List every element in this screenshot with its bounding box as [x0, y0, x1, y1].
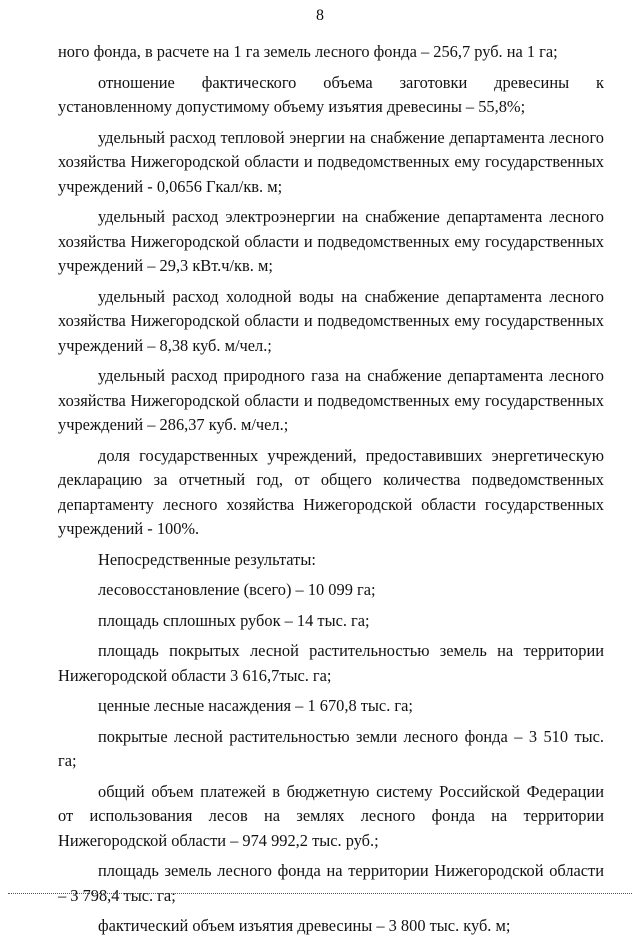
paragraph-valuable-plantations: ценные лесные насаждения – 1 670,8 тыс. га; [98, 696, 413, 715]
page-bottom-divider [8, 893, 632, 894]
paragraph-harvest-ratio: отношение фактического объема заготовки древесины к установленному допустимому объему изъятия древесины – 55,8%; [58, 72, 604, 116]
paragraph-clear-cutting-area: площадь сплошных рубок – 14 тыс. га; [98, 610, 370, 630]
paragraph-land-fund-cost: ного фонда, в расчете на 1 га земель лесного фонда – 256,7 руб. на 1 га; [58, 42, 558, 61]
paragraph-electricity-consumption: удельный расход электроэнергии на снабжение департамента лесного хозяйства Нижегородской области и подведомственных ему государственных учреждений – 29,3 кВт.ч/кв. м; [58, 207, 604, 275]
paragraph-timber-withdrawal: фактический объем изъятия древесины – 3 800 тыс. куб. м; [98, 916, 511, 935]
document-body [58, 40, 604, 945]
paragraph-direct-results-heading: Непосредственные результаты: [98, 549, 316, 569]
paragraph-reforestation: лесовосстановление (всего) – 10 099 га; [98, 580, 376, 599]
paragraph-forest-fund-area: площадь земель лесного фонда на территории Нижегородской области – 3 798,4 тыс. га; [58, 861, 604, 905]
paragraph-forested-land-area: площадь покрытых лесной растительностью земель на территории Нижегородской области 3 616,7тыс. га; [58, 641, 604, 685]
paragraph-heat-consumption: удельный расход тепловой энергии на снабжение департамента лесного хозяйства Нижегородской области и подведомственных ему государственных учреждений - 0,0656 Гкал/кв. м; [58, 127, 604, 196]
paragraph-cold-water-consumption: удельный расход холодной воды на снабжение департамента лесного хозяйства Нижегородской области и подведомственных ему государственных учреждений – 8,38 куб. м/чел.; [58, 286, 604, 355]
paragraph-budget-payments: общий объем платежей в бюджетную систему Российской Федерации от использования лесов на землях лесного фонда на территории Нижегородской области – 974 992,2 тыс. руб.; [58, 781, 604, 850]
paragraph-energy-declaration-share: доля государственных учреждений, предоставивших энергетическую декларацию за отчетный год, от общего количества подведомственных департаменту лесного хозяйства Нижегородской области государственных учреждений - 100%. [58, 445, 604, 538]
paragraph-forested-fund-land: покрытые лесной растительностью земли лесного фонда – 3 510 тыс. га; [58, 726, 604, 770]
paragraph-gas-consumption: удельный расход природного газа на снабжение департамента лесного хозяйства Нижегородской области и подведомственных ему государственных учреждений – 286,37 куб. м/чел.; [58, 366, 604, 434]
page-number: 8 [316, 7, 324, 24]
